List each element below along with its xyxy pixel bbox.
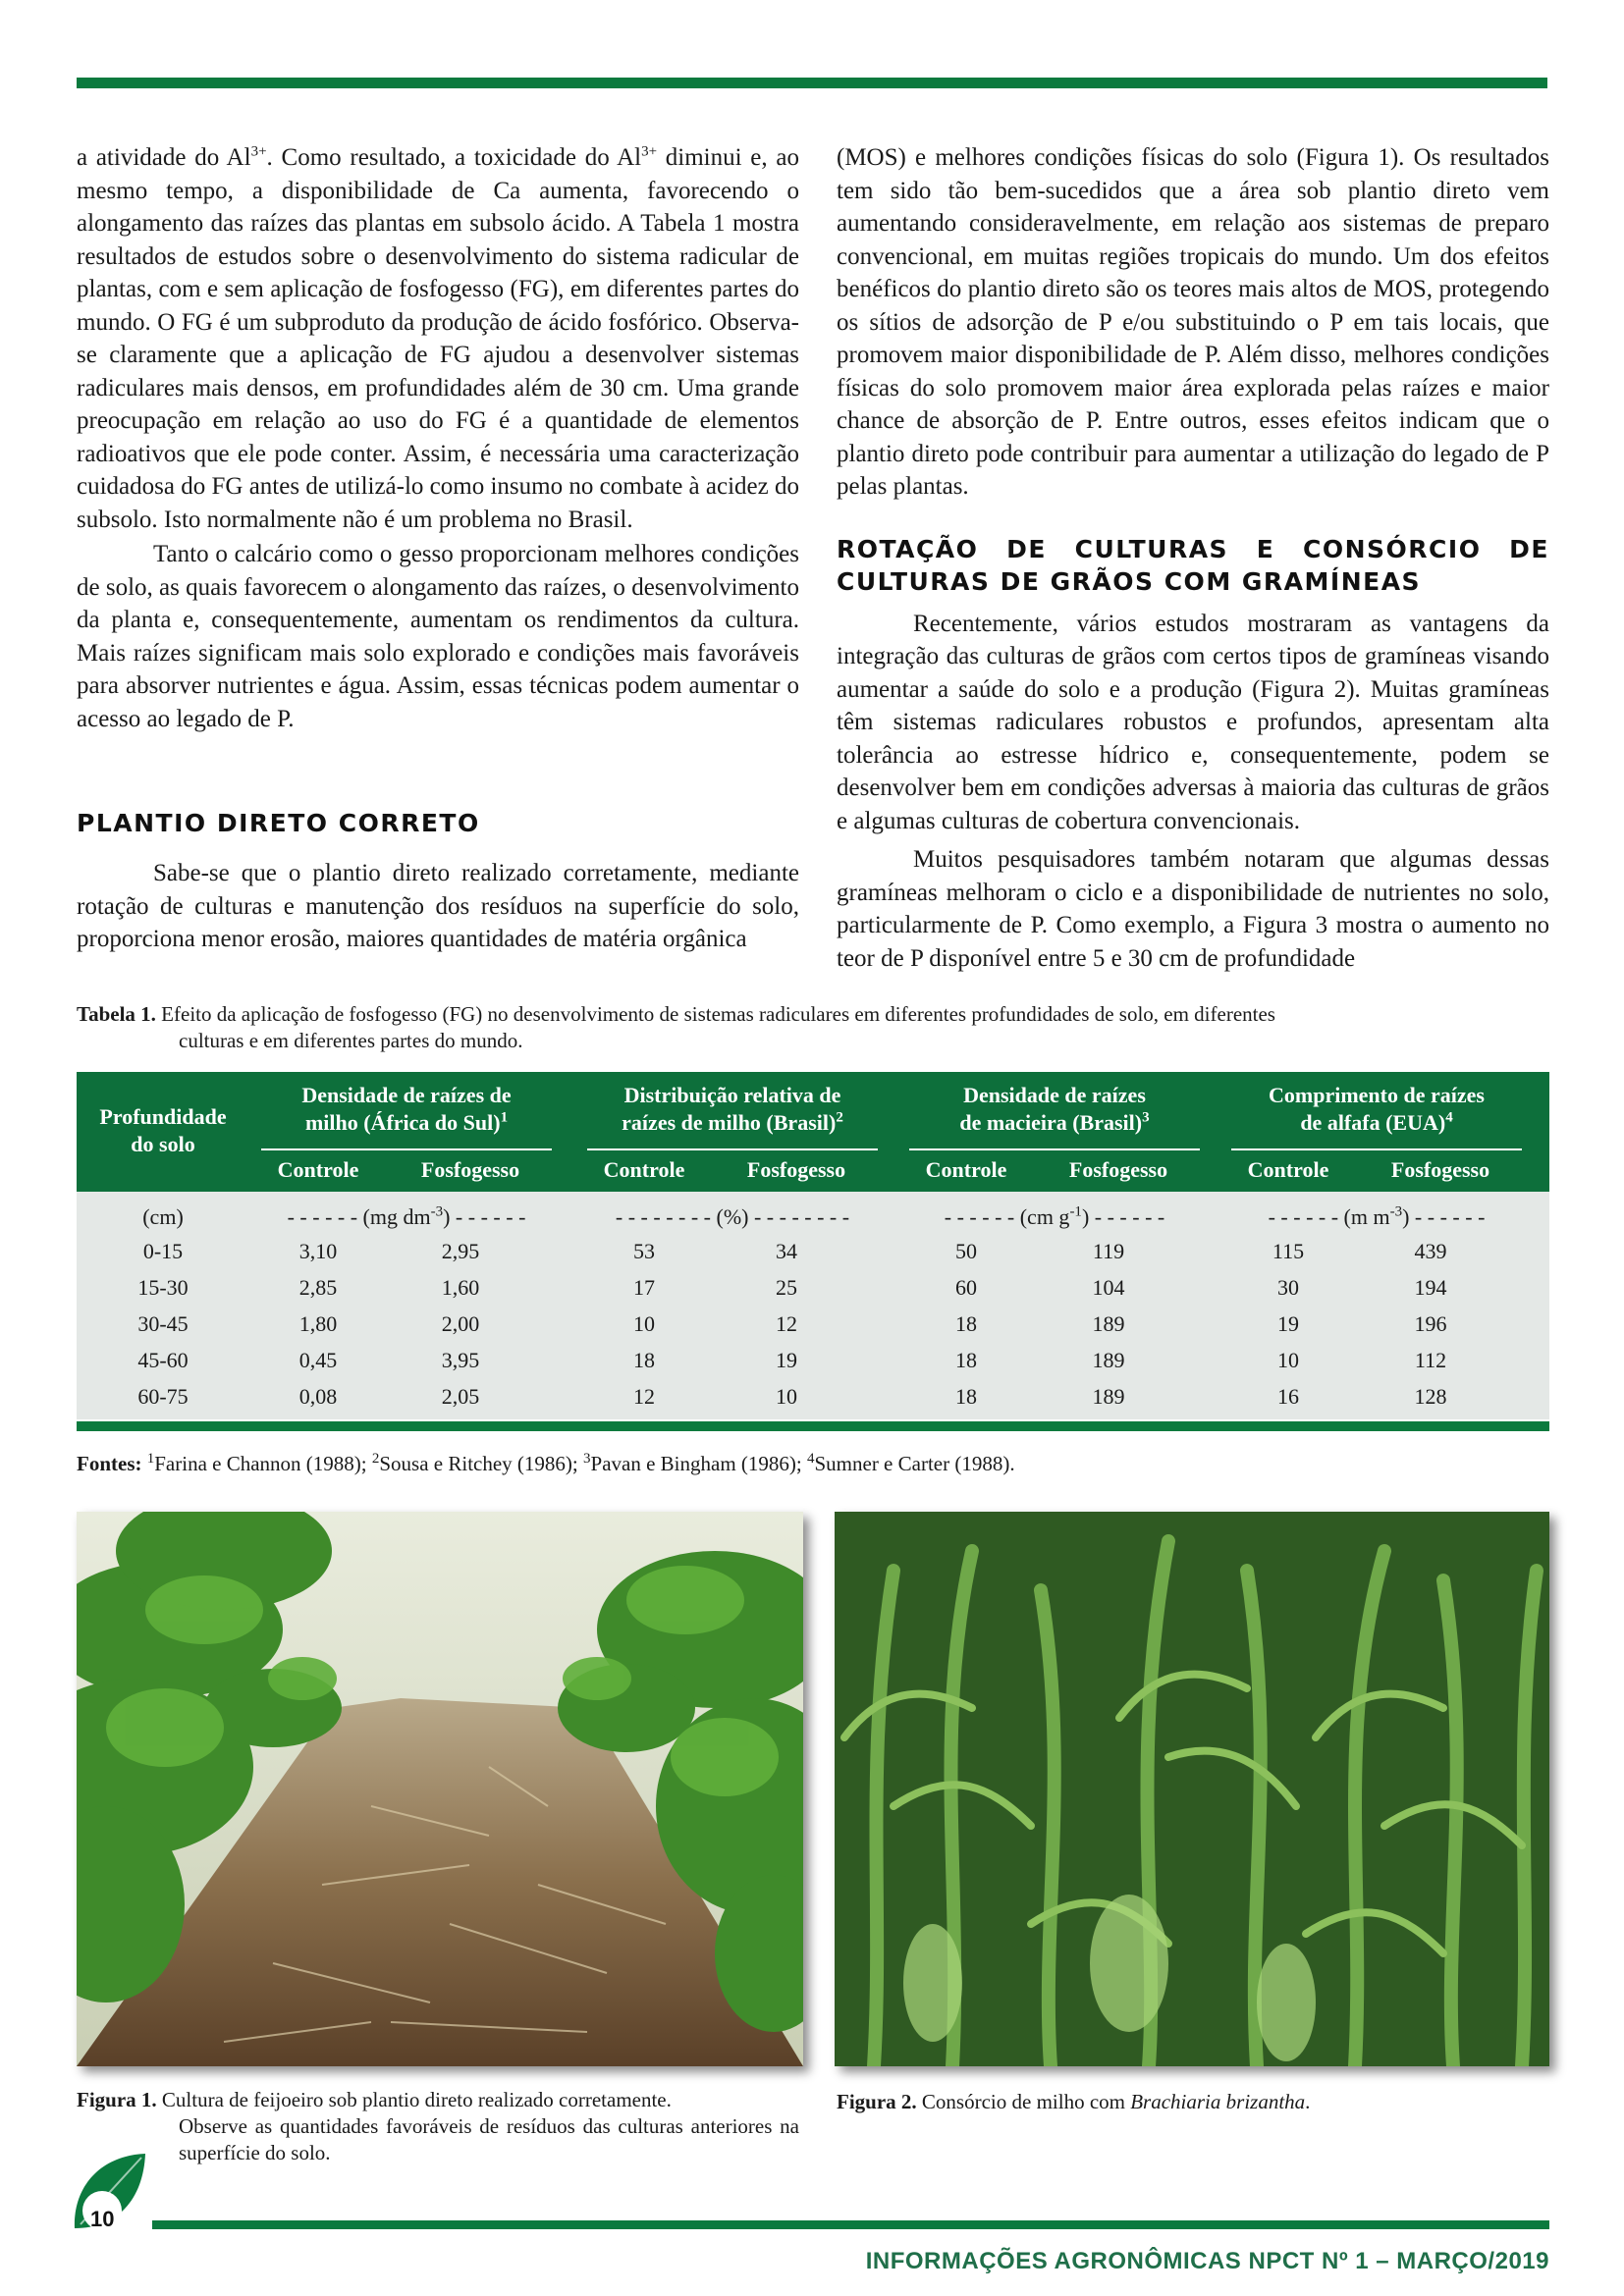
header-rule	[587, 1148, 878, 1150]
section-heading: ROTAÇÃO DE CULTURAS E CONSÓRCIO DE CULTURAS DE GRÃOS COM GRAMÍNEAS	[837, 534, 1549, 596]
value-cell: 2,05	[441, 1384, 480, 1409]
paragraph: Tanto o calcário como o gesso proporcionam melhores condições de solo, as quais favorecem o alongamento das raízes, o desenvolvimento da planta e, consequentemente, aumentam os rendimentos da cultura. Mais raízes significam mais solo explorado e condições mais favoráveis para absorver nutrientes e água. Assim, essas técnicas podem aumentar o acesso ao legado de P.	[77, 541, 799, 732]
value-cell: 2,00	[441, 1311, 480, 1336]
table-caption: Tabela 1. Efeito da aplicação de fosfogesso (FG) no desenvolvimento de sistemas radiculares em diferentes profundidades de solo, em diferentes culturas e em diferentes partes do mundo.	[77, 1002, 1275, 1052]
unit-cell: - - - - - - (mg $dm^{-3}$) - - - - - -	[287, 1203, 526, 1229]
paragraph: (MOS) e melhores condições físicas do solo (Figura 1). Os resultados tem sido tão bem-sucedidos que a área sob plantio direto vem aumentando consideravelmente, em relação aos sistemas de preparo convencional, em muitas regiões tropicais do mundo. Um dos efeitos benéficos do plantio direto são os teores mais altos de MOS, protegendo os sítios de adsorção de P e/ou substituindo o P em tais locais, que promovem maior disponibilidade de P. Além disso, melhores condições físicas do solo promovem maior área explorada pelas raízes e maior chance de absorção de P. Entre outros, esses efeitos indicam que o plantio direto pode contribuir para aumentar a utilização do legado de P pelas plantas.	[837, 144, 1549, 500]
value-cell: 10	[633, 1311, 655, 1336]
subheader-controle: Controle	[1247, 1157, 1329, 1182]
paragraph: Recentemente, vários estudos mostraram as vantagens da integração das culturas de grãos com certos tipos de gramíneas visando aumentar a saúde do solo e a produção (Figura 2). Muitas gramíneas têm sistemas radiculares robustos e profundos, apresentam alta tolerância ao estresse hídrico e, consequentemente, podem se desenvolver bem em condições adversas à maioria das culturas de grãos e algumas culturas de cobertura convencionais.	[837, 610, 1549, 834]
header-rule	[1231, 1148, 1522, 1150]
value-cell: 17	[633, 1275, 655, 1300]
footer-rule	[152, 2220, 1549, 2229]
depth-cell: 15-30	[137, 1275, 189, 1300]
figure-2-photo	[835, 1512, 1549, 2066]
page-number: 10	[90, 2207, 115, 2231]
subheader-fosfogesso: Fosfogesso	[746, 1157, 846, 1182]
paragraph: Sabe-se que o plantio direto realizado corretamente, mediante rotação de culturas e manutenção dos resíduos na superfície do solo, proporciona menor erosão, maiores quantidades de matéria orgânica	[77, 860, 799, 952]
value-cell: 104	[1092, 1275, 1125, 1300]
depth-cell: 45-60	[137, 1348, 189, 1372]
value-cell: 12	[776, 1311, 797, 1336]
value-cell: 0,45	[298, 1348, 338, 1372]
section-heading: PLANTIO DIRETO CORRETO	[77, 809, 480, 837]
paragraph: Muitos pesquisadores também notaram que algumas dessas gramíneas melhoram o ciclo e a disponibilidade de nutrientes no solo, particularmente de P. Como exemplo, a Figura 3 mostra o aumento no teor de P disponível entre 5 e 30 cm de profundidade	[837, 846, 1549, 972]
value-cell: 112	[1414, 1348, 1447, 1372]
depth-cell: 30-45	[137, 1311, 189, 1336]
source-ref: 1	[146, 1451, 155, 1467]
value-cell: 439	[1414, 1239, 1447, 1263]
subheader-fosfogesso: Fosfogesso	[420, 1157, 520, 1182]
value-cell: 2,85	[298, 1275, 338, 1300]
figure-2-caption: Figura 2. Consórcio de milho com Brachiaria brizantha.	[837, 2090, 1311, 2113]
value-cell: 25	[776, 1275, 797, 1300]
value-cell: 19	[776, 1348, 797, 1372]
value-cell: 18	[955, 1348, 977, 1372]
header-group-3: Densidade de raízes de macieira (Brasil)$^3$	[959, 1083, 1150, 1135]
unit-cell: - - - - - - - - (%) - - - - - - - -	[615, 1204, 850, 1229]
value-cell: 60	[955, 1275, 977, 1300]
paragraph: a atividade do $Al^{3+}$. Como resultado, a toxicidade do $Al^{3+}$ diminui e, ao mesmo tempo, a disponibilidade de Ca aumenta, favorecendo o alongamento das raízes das plantas em subsolo ácido. A Tabela 1 mostra resultados de estudos sobre o desenvolvimento do sistema radicular de plantas, com e sem aplicação de fosfogesso (FG), em diferentes partes do mundo. O FG é um subproduto da produção de ácido fosfórico. Observa-se claramente que a aplicação de FG ajudou a desenvolver sistemas radiculares mais densos, em profundidades além de 30 cm. Uma grande preocupação em relação ao uso do FG é a quantidade de elementos radioativos que ele pode conter. Assim, é necessária uma caracterização cuidadosa do FG antes de utilizá-lo como insumo no combate à acidez do subsolo. Isto normalmente não é um problema no Brasil.	[77, 143, 799, 533]
bean-field-photo	[77, 1512, 803, 2066]
value-cell: 189	[1092, 1311, 1125, 1336]
subheader-fosfogesso: Fosfogesso	[1390, 1157, 1490, 1182]
unit-cell: - - - - - - (m $m^{-3}$) - - - - - -	[1268, 1203, 1486, 1229]
top-rule	[77, 78, 1547, 88]
value-cell: 18	[955, 1311, 977, 1336]
value-cell: 12	[633, 1384, 655, 1409]
table-bottom-rule	[77, 1421, 1549, 1431]
subheader-controle: Controle	[925, 1157, 1007, 1182]
value-cell: 16	[1277, 1384, 1299, 1409]
section-heading-block	[77, 807, 799, 981]
unit-cell: (cm)	[142, 1204, 184, 1229]
depth-cell: 60-75	[137, 1384, 189, 1409]
value-cell: 10	[1277, 1348, 1299, 1372]
text-column-right	[837, 141, 1549, 975]
header-depth: Profundidade do solo	[99, 1104, 227, 1156]
value-cell: 194	[1414, 1275, 1447, 1300]
value-cell: 18	[633, 1348, 655, 1372]
value-cell: 30	[1277, 1275, 1299, 1300]
subheader-fosfogesso: Fosfogesso	[1068, 1157, 1168, 1182]
value-cell: 128	[1414, 1384, 1447, 1409]
value-cell: 53	[633, 1239, 655, 1263]
value-cell: 115	[1272, 1239, 1305, 1263]
table-sources: Fontes: $^1$Farina e Channon (1988); $^2$Sousa e Ritchey (1986); $^3$Pavan e Bingham (1986); $^4$Sumner e Carter (1988).	[77, 1451, 1015, 1475]
unit-cell: - - - - - - (cm $g^{-1}$) - - - - - -	[944, 1203, 1165, 1229]
header-group-1: Densidade de raízes de milho (África do Sul)$^1$	[301, 1083, 512, 1135]
figure-1-caption: Figura 1. Cultura de feijoeiro sob plantio direto realizado corretamente. Observe as quantidades favoráveis de resíduos das culturas anteriores na superfície do solo.	[77, 2088, 799, 2164]
value-cell: 0,08	[298, 1384, 338, 1409]
value-cell: 34	[776, 1239, 797, 1263]
value-cell: 196	[1414, 1311, 1447, 1336]
value-cell: 119	[1092, 1239, 1125, 1263]
depth-cell: 0-15	[142, 1239, 184, 1263]
value-cell: 18	[955, 1384, 977, 1409]
table-header	[77, 1072, 1549, 1192]
value-cell: 19	[1277, 1311, 1299, 1336]
subheader-controle: Controle	[277, 1157, 359, 1182]
data-table	[77, 1072, 1549, 1419]
publication-footer: INFORMAÇÕES AGRONÔMICAS NPCT Nº 1 – MARÇO/2019	[865, 2248, 1549, 2274]
value-cell: 1,60	[441, 1275, 480, 1300]
figure-1-photo	[77, 1512, 803, 2066]
text-column-left	[77, 141, 799, 735]
value-cell: 3,10	[298, 1239, 338, 1263]
maize-brachiaria-photo	[835, 1512, 1549, 2066]
header-group-4: Comprimento de raízes de alfafa (EUA)$^4$	[1269, 1083, 1485, 1135]
value-cell: 2,95	[441, 1239, 480, 1263]
header-rule	[261, 1148, 552, 1150]
source-ref: 3	[583, 1451, 591, 1467]
value-cell: 50	[955, 1239, 977, 1263]
value-cell: 189	[1092, 1384, 1125, 1409]
header-group-2: Distribuição relativa de raízes de milho (Brasil)$^2$	[622, 1083, 843, 1135]
subheader-controle: Controle	[603, 1157, 685, 1182]
header-rule	[909, 1148, 1200, 1150]
value-cell: 3,95	[441, 1348, 480, 1372]
source-ref: 2	[371, 1451, 380, 1467]
value-cell: 189	[1092, 1348, 1125, 1372]
source-ref: 4	[806, 1451, 815, 1467]
value-cell: 10	[776, 1384, 797, 1409]
value-cell: 1,80	[298, 1311, 338, 1336]
